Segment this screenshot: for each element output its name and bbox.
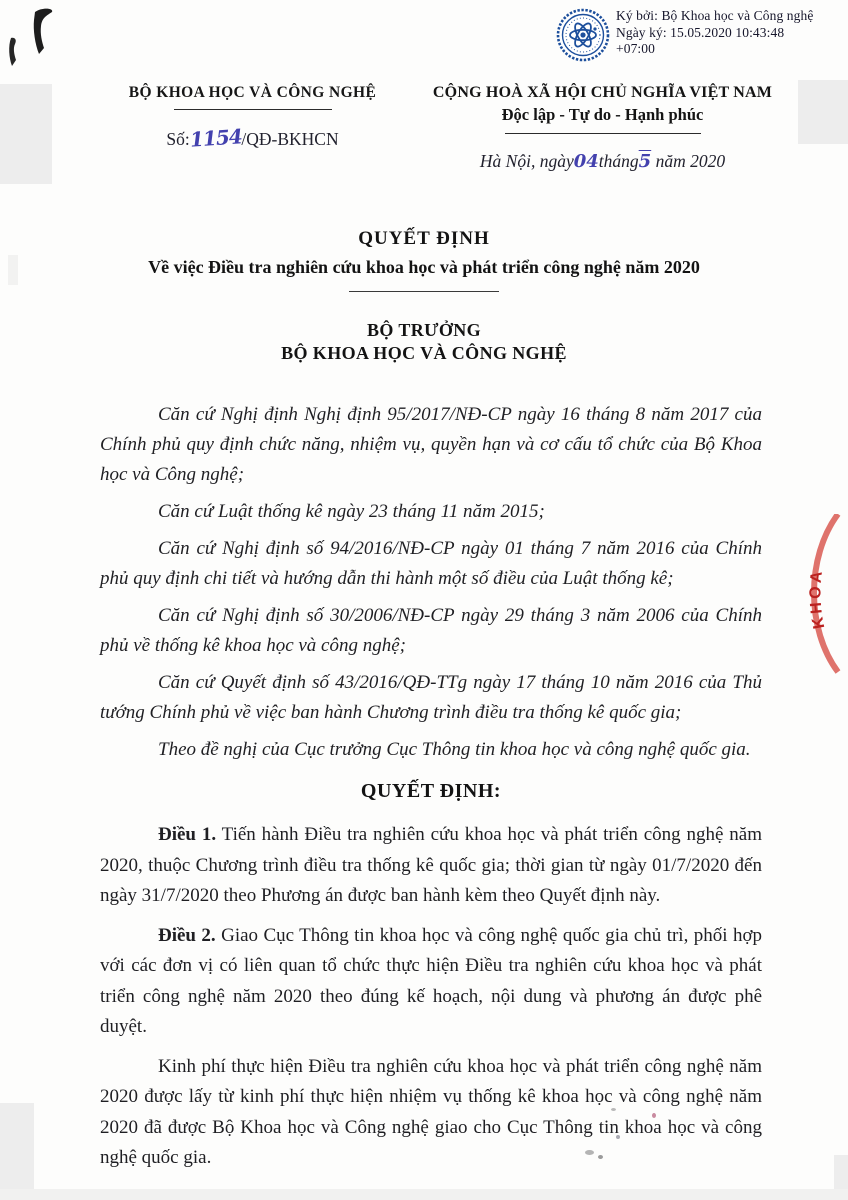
decision-subject: Về việc Điều tra nghiên cứu khoa học và phát triển công nghệ năm 2020 [148, 257, 700, 277]
scan-artifact [8, 255, 18, 285]
handwritten-number: 1154 [188, 124, 243, 152]
article-label: Điều 2. [158, 924, 216, 946]
articles-section [100, 820, 762, 1174]
document-number [100, 126, 405, 150]
signature-timezone: +07:00 [616, 41, 655, 56]
issuer-ministry: BỘ KHOA HỌC VÀ CÔNG NGHỆ [281, 343, 567, 363]
stamp-text: KHOA [807, 567, 829, 631]
date-suffix: năm 2020 [655, 151, 726, 171]
signature-date: Ngày ký: 15.05.2020 10:43:48 [616, 24, 785, 40]
scan-artifact [0, 1189, 848, 1200]
decision-title: QUYẾT ĐỊNH [358, 228, 490, 249]
scan-artifact [0, 1103, 34, 1200]
decision-heading: QUYẾT ĐỊNH: [360, 780, 502, 802]
ministry-seal-icon [556, 8, 610, 62]
document-body [100, 400, 762, 1183]
preamble-paragraph: Căn cứ Quyết định số 43/2016/QĐ-TTg ngày 17 tháng 10 năm 2016 của Thủ tướng Chính phủ về việc ban hành Chương trình điều tra thống kê quốc gia; [100, 672, 762, 723]
issuer-block [60, 319, 788, 365]
issuing-agency-block [100, 84, 405, 172]
article-text: Tiến hành Điều tra nghiên cứu khoa học và phát triển công nghệ năm 2020, thuộc Chương trình điều tra thống kê quốc gia; thời gian từ ngày 01/7/2020 đến ngày 31/7/2020 theo Phương án được ban hành kèm theo Quyết định này. [100, 824, 763, 906]
number-prefix: Số: [166, 129, 190, 149]
place-date-line [405, 151, 800, 172]
scan-artifact [0, 84, 52, 184]
article-paragraph [100, 820, 762, 912]
preamble-paragraph: Căn cứ Nghị định số 30/2006/NĐ-CP ngày 29 tháng 3 năm 2006 của Chính phủ về thống kê khoa học và công nghệ; [100, 605, 762, 656]
preamble-paragraph: Căn cứ Luật thống kê ngày 23 tháng 11 năm 2015; [158, 501, 545, 522]
preamble-paragraph: Căn cứ Nghị định số 94/2016/NĐ-CP ngày 01 tháng 7 năm 2016 của Chính phủ quy định chi tiết và hướng dẫn thi hành một số điều của Luật thống kê; [100, 538, 762, 589]
signature-signer: Ký bởi: Bộ Khoa học và Công nghệ [616, 8, 814, 23]
divider [174, 109, 332, 110]
divider [505, 133, 701, 134]
article-text: Kinh phí thực hiện Điều tra nghiên cứu khoa học và phát triển công nghệ năm 2020 được lấy từ kinh phí thực hiện nhiệm vụ thống kê khoa học và công nghệ năm 2020 đã được Bộ Khoa học và Công nghệ giao cho Cục Thông tin khoa học và công nghệ quốc gia. [100, 1055, 762, 1168]
number-suffix: /QĐ-BKHCN [241, 129, 339, 149]
digital-signature-stamp [556, 8, 846, 62]
date-prefix: Hà Nội, ngày [479, 151, 574, 171]
ministry-name: BỘ KHOA HỌC VÀ CÔNG NGHỆ [128, 84, 377, 101]
red-official-stamp-edge [799, 514, 848, 674]
article-label: Điều 1. [158, 824, 217, 845]
issuer-title: BỘ TRƯỞNG [366, 320, 482, 340]
handwritten-day: 04 [573, 151, 599, 172]
article-paragraph [100, 1052, 762, 1174]
republic-line: CỘNG HOÀ XÃ HỘI CHỦ NGHĨA VIỆT NAM [432, 84, 773, 101]
preamble-paragraph: Căn cứ Nghị định Nghị định 95/2017/NĐ-CP ngày 16 tháng 8 năm 2017 của Chính phủ quy định chức năng, nhiệm vụ, quyền hạn và cơ cấu tổ chức của Bộ Khoa học và Công nghệ; [100, 404, 762, 485]
ink-mark [2, 4, 72, 84]
svg-text:KHOA [807, 567, 828, 630]
national-motto-block [405, 84, 800, 172]
handwritten-month: 5 [638, 151, 652, 172]
preamble-paragraph: Theo đề nghị của Cục trưởng Cục Thông tin khoa học và công nghệ quốc gia. [158, 739, 751, 760]
article-text: Giao Cục Thông tin khoa học và công nghệ quốc gia chủ trì, phối hợp với các đơn vị có liên quan tổ chức thực hiện Điều tra nghiên cứu khoa học và phát triển công nghệ năm 2020 theo đúng kế hoạch, nội dung và phương án được phê duyệt. [100, 924, 762, 1037]
document-header [100, 84, 800, 172]
preamble-section [100, 400, 762, 765]
scan-artifact [798, 80, 848, 144]
document-title-block [60, 228, 788, 365]
date-middle: tháng [598, 151, 639, 171]
divider [349, 291, 499, 292]
article-paragraph [100, 921, 762, 1043]
motto-line: Độc lập - Tự do - Hạnh phúc [501, 105, 704, 124]
